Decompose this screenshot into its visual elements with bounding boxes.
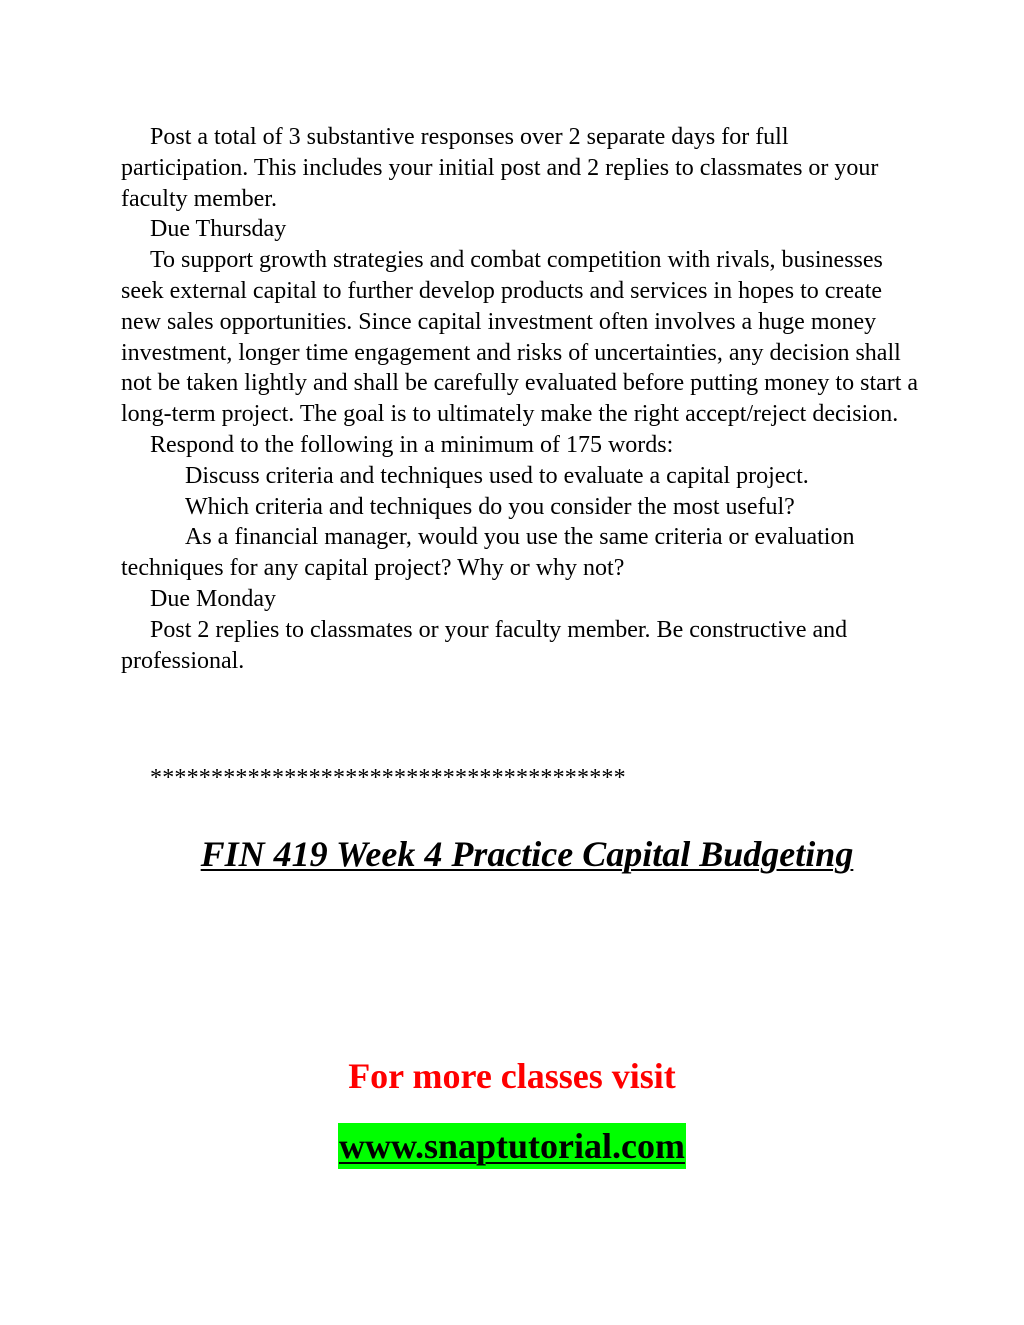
capital-investment-paragraph: To support growth strategies and combat competition with rivals, businesses seek external capital to further develop products and services in hopes to create new sales opportunities. Since capital investment often involves a huge money investment, longer time engagement and risks of uncertainties, any decision shall not be taken lightly and shall be carefully evaluated before putting money to start a long-term project. The goal is to ultimately make the right accept/reject decision. [121, 247, 919, 428]
assignment-instructions [121, 122, 921, 676]
asterisk-separator: *************************************** [150, 765, 626, 791]
due-monday-label: Due Monday [150, 585, 276, 612]
question-item: As a financial manager, would you use the same criteria or evaluation techniques for any capital project? Why or why not? [121, 524, 855, 582]
replies-paragraph: Post 2 replies to classmates or your faculty member. Be constructive and professional. [121, 616, 848, 674]
question-item: Which criteria and techniques do you consider the most useful? [185, 493, 795, 520]
participation-paragraph: Post a total of 3 substantive responses over 2 separate days for full participation. This includes your initial post and 2 replies to classmates or your faculty member. [121, 124, 879, 212]
snaptutorial-link[interactable]: www.snaptutorial.com [338, 1123, 686, 1169]
question-item: Discuss criteria and techniques used to evaluate a capital project. [185, 462, 809, 489]
respond-instruction: Respond to the following in a minimum of 175 words: [150, 431, 674, 458]
link-row [0, 1123, 1024, 1169]
page-title: FIN 419 Week 4 Practice Capital Budgeting [200, 834, 854, 874]
promo-text: For more classes visit [348, 1056, 676, 1096]
due-thursday-label: Due Thursday [150, 216, 287, 243]
